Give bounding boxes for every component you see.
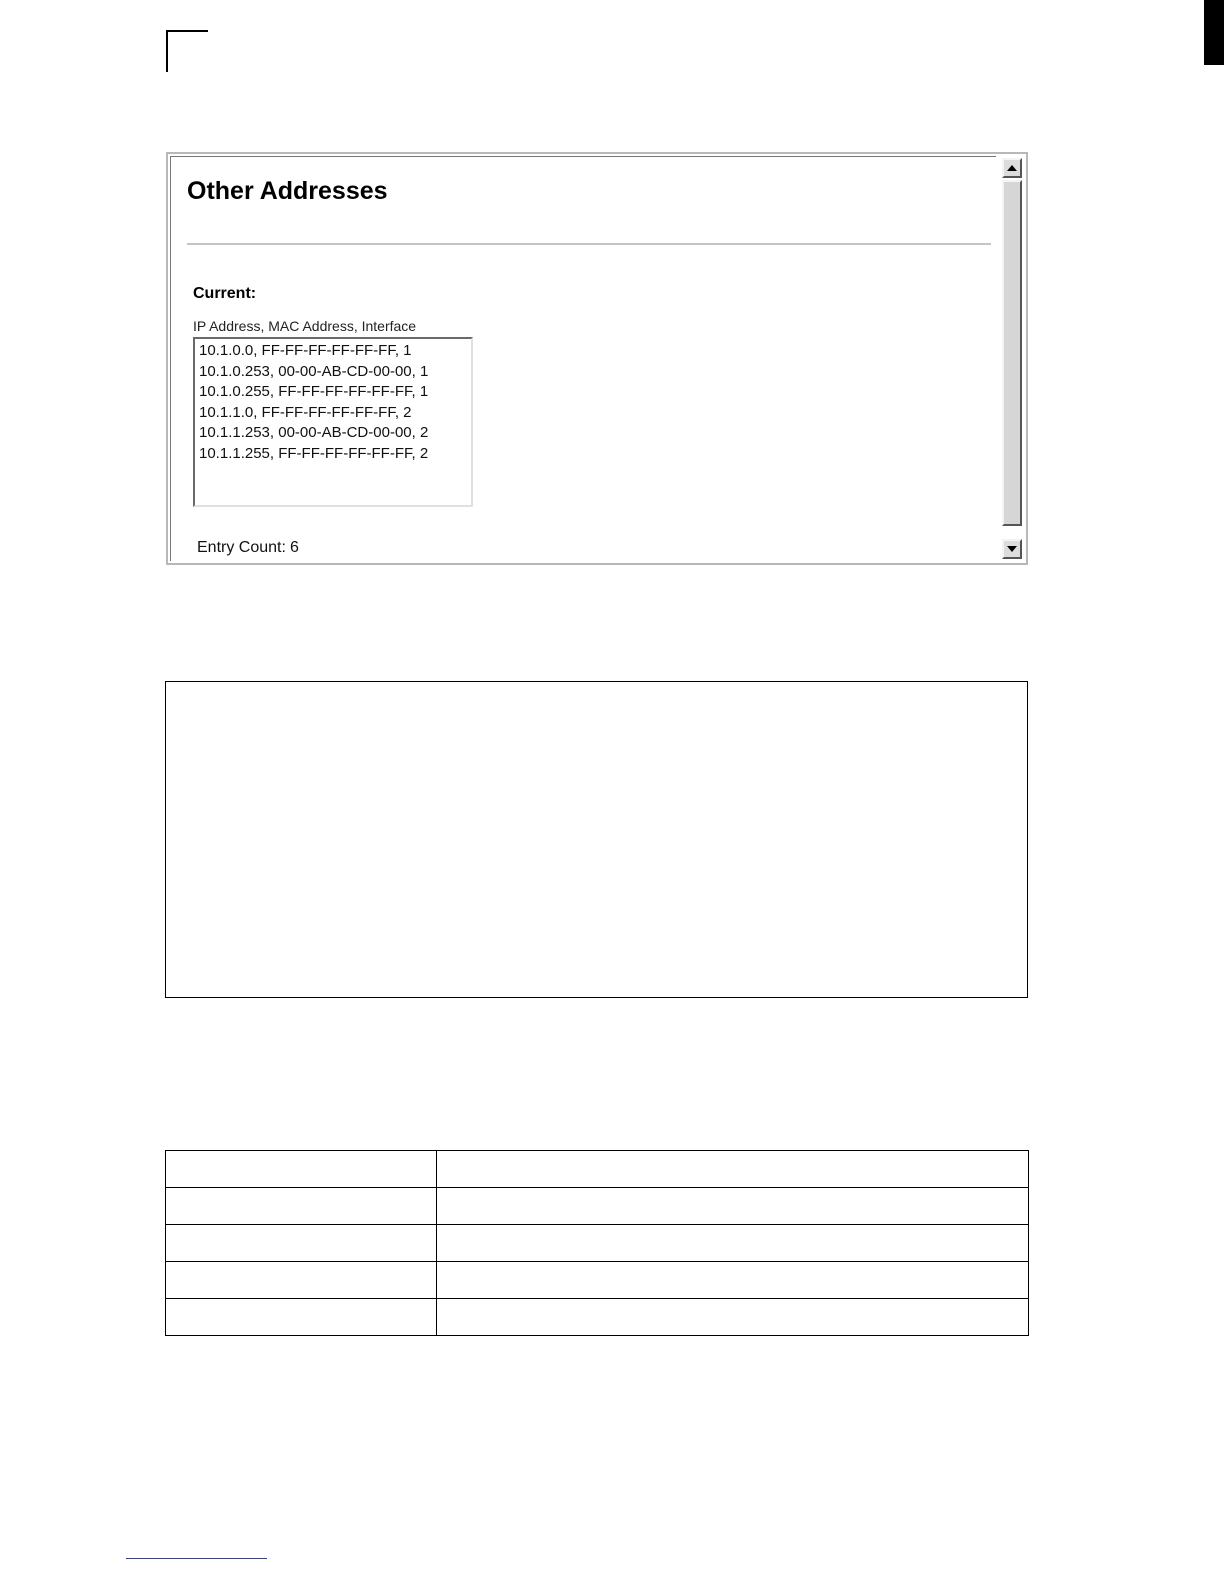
vertical-scrollbar[interactable] xyxy=(1000,156,1024,561)
arrow-up-icon xyxy=(1007,165,1017,171)
table-cell xyxy=(166,1151,437,1188)
entry-count xyxy=(197,539,299,557)
table-row xyxy=(166,1188,1029,1225)
scroll-thumb[interactable] xyxy=(1002,180,1022,526)
table-cell xyxy=(166,1262,437,1299)
table-cell xyxy=(166,1188,437,1225)
arrow-down-icon xyxy=(1007,546,1017,552)
page-title: Other Addresses xyxy=(187,177,388,205)
table-row xyxy=(166,1151,1029,1188)
table-row xyxy=(166,1262,1029,1299)
table-cell xyxy=(437,1299,1029,1336)
list-item[interactable]: 10.1.1.253, 00-00-AB-CD-00-00, 2 xyxy=(199,424,429,442)
entry-count-label: Entry Count: xyxy=(197,539,286,556)
scroll-down-button[interactable] xyxy=(1002,539,1022,559)
address-listbox[interactable] xyxy=(193,337,473,507)
list-item[interactable]: 10.1.0.253, 00-00-AB-CD-00-00, 1 xyxy=(199,362,429,380)
table-cell xyxy=(166,1225,437,1262)
page-edge-tab xyxy=(1204,0,1224,65)
other-addresses-window xyxy=(166,152,1028,565)
title-divider xyxy=(187,243,991,245)
table-row xyxy=(166,1299,1029,1336)
window-content xyxy=(170,156,996,561)
table-cell xyxy=(437,1262,1029,1299)
table-cell xyxy=(437,1188,1029,1225)
scroll-up-button[interactable] xyxy=(1002,158,1022,178)
list-item[interactable]: 10.1.0.255, FF-FF-FF-FF-FF-FF, 1 xyxy=(199,383,429,401)
table-cell xyxy=(166,1299,437,1336)
columns-label: IP Address, MAC Address, Interface xyxy=(193,318,417,334)
table-cell xyxy=(437,1151,1029,1188)
table-row xyxy=(166,1225,1029,1262)
crop-mark-horizontal xyxy=(166,30,208,32)
list-item[interactable]: 10.1.1.255, FF-FF-FF-FF-FF-FF, 2 xyxy=(199,444,429,462)
table-cell xyxy=(437,1225,1029,1262)
list-item[interactable]: 10.1.0.0, FF-FF-FF-FF-FF-FF, 1 xyxy=(199,342,412,359)
entry-count-value: 6 xyxy=(289,539,299,556)
list-item[interactable]: 10.1.1.0, FF-FF-FF-FF-FF-FF, 2 xyxy=(199,403,412,421)
crop-mark-vertical xyxy=(166,30,168,72)
current-label: Current: xyxy=(193,285,257,302)
parameter-table xyxy=(165,1150,1029,1336)
example-text-box xyxy=(165,681,1028,998)
footer-link-underline xyxy=(126,1558,267,1559)
